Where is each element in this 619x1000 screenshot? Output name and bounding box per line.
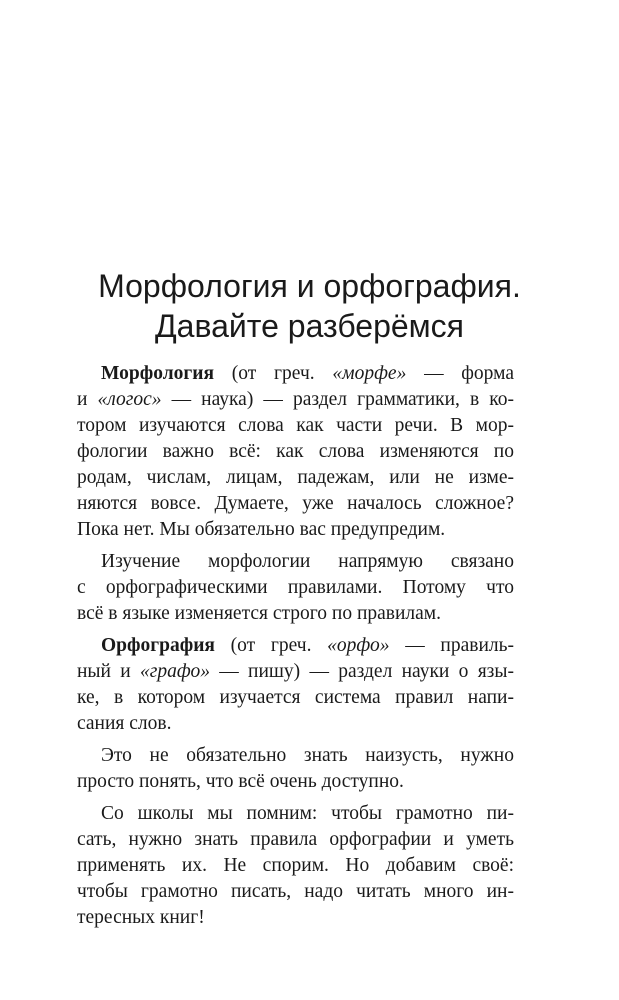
- text-line: всё в языке изменяется строго по правилам.: [77, 603, 442, 624]
- text-line: просто понять, что всё очень доступно.: [77, 771, 404, 792]
- text-line: Пока нет. Мы обязательно вас предупредим.: [77, 519, 446, 540]
- text-line: ке, в котором изучается система правил напи-: [77, 687, 514, 708]
- term-morphology: Морфология: [101, 363, 215, 384]
- greek-word: «орфо»: [327, 635, 390, 656]
- text-run: — пишу) — раздел науки о язы-: [209, 661, 514, 682]
- text-line: чтобы грамотно писать, надо читать много ин-: [77, 881, 514, 902]
- term-orthography: Орфография: [101, 635, 215, 656]
- text-run: — правиль-: [389, 635, 514, 656]
- text-run: — форма: [406, 363, 514, 384]
- text-line: с орфографическими правилами. Потому что: [77, 577, 514, 598]
- text-line: сать, нужно знать правила орфографии и уметь: [77, 829, 514, 850]
- chapter-heading: [60, 266, 559, 346]
- text-line: [77, 387, 514, 413]
- text-line: [77, 361, 514, 387]
- paragraph-morphology: [77, 361, 514, 543]
- text-line: тересных книг!: [77, 907, 205, 928]
- paragraph-school: [77, 801, 514, 931]
- text-run: — наука) — раздел грамматики, в ко-: [161, 389, 514, 410]
- greek-word: «морфе»: [332, 363, 407, 384]
- text-run: (от греч.: [214, 635, 328, 656]
- body-text: [77, 361, 514, 937]
- text-run: (от греч.: [214, 363, 333, 384]
- text-line: сания слов.: [77, 713, 172, 734]
- text-line: фологии важно всё: как слова изменяются по: [77, 441, 514, 462]
- paragraph-study: [77, 549, 514, 627]
- paragraph-orthography: [77, 633, 514, 737]
- text-line: [77, 633, 514, 659]
- text-line: родам, числам, лицам, падежам, или не изме-: [77, 467, 514, 488]
- text-line: Это не обязательно знать наизусть, нужно: [101, 745, 514, 766]
- chapter-heading-line-2: Давайте разберёмся: [155, 308, 464, 344]
- text-line: тором изучаются слова как части речи. В мор-: [77, 415, 514, 436]
- text-run: ный и: [77, 661, 140, 682]
- paragraph-memorize: [77, 743, 514, 795]
- text-run: и: [77, 389, 98, 410]
- greek-word: «графо»: [140, 661, 210, 682]
- text-line: Со школы мы помним: чтобы грамотно пи-: [101, 803, 514, 824]
- text-line: няются вовсе. Думаете, уже началось сложное?: [77, 493, 514, 514]
- text-line: применять их. Не спорим. Но добавим своё:: [77, 855, 514, 876]
- greek-word: «логос»: [97, 389, 162, 410]
- text-line: Изучение морфологии напрямую связано: [101, 551, 514, 572]
- text-line: [77, 659, 514, 685]
- chapter-heading-line-1: Морфология и орфография.: [98, 268, 521, 304]
